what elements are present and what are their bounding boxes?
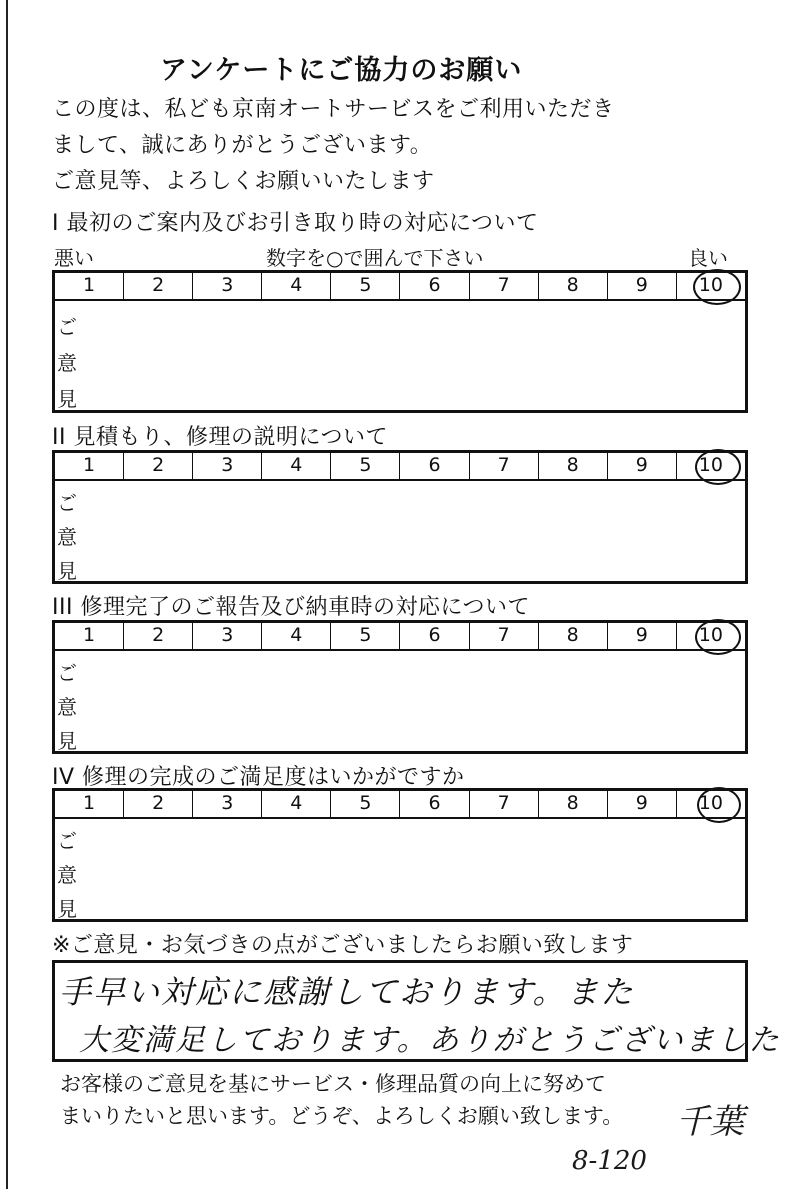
opinion-char-2: 意 bbox=[57, 525, 77, 549]
rating-row bbox=[55, 791, 745, 819]
rating-4[interactable]: 4 bbox=[262, 623, 331, 649]
rating-7[interactable]: 7 bbox=[470, 453, 539, 479]
rating-6[interactable]: 6 bbox=[400, 623, 469, 649]
page-left-border bbox=[6, 0, 8, 1189]
scale-instruction: 数字を○で囲んで下さい bbox=[266, 246, 484, 270]
rating-1[interactable]: 1 bbox=[55, 273, 124, 299]
rating-5[interactable]: 5 bbox=[331, 791, 400, 817]
rating-10[interactable]: 10 bbox=[698, 454, 723, 476]
rating-2[interactable]: 2 bbox=[124, 623, 193, 649]
rating-row bbox=[55, 273, 745, 301]
selected-rating-circle bbox=[693, 269, 741, 305]
opinion-char-3: 見 bbox=[57, 559, 77, 583]
rating-3[interactable]: 3 bbox=[193, 273, 262, 299]
opinion-char-1: ご bbox=[57, 491, 77, 515]
section-3-title: III 修理完了のご報告及び納車時の対応について bbox=[52, 595, 531, 620]
section-1-block bbox=[52, 270, 748, 413]
rating-1[interactable]: 1 bbox=[55, 453, 124, 479]
section-3-block bbox=[52, 620, 748, 754]
rating-7[interactable]: 7 bbox=[470, 273, 539, 299]
opinion-char-1: ご bbox=[57, 661, 77, 685]
rating-9[interactable]: 9 bbox=[608, 623, 677, 649]
selected-rating-circle bbox=[695, 449, 741, 485]
rating-4[interactable]: 4 bbox=[262, 453, 331, 479]
opinion-char-2: 意 bbox=[57, 695, 77, 719]
rating-8[interactable]: 8 bbox=[539, 273, 608, 299]
rating-8[interactable]: 8 bbox=[539, 453, 608, 479]
closing-line-2: まいりたいと思います。どうぞ、よろしくお願い致します。 bbox=[60, 1104, 624, 1128]
signature: 千葉 bbox=[676, 1102, 744, 1142]
opinion-char-1: ご bbox=[57, 315, 77, 339]
section-4-block bbox=[52, 788, 748, 922]
rating-6[interactable]: 6 bbox=[400, 273, 469, 299]
rating-5[interactable]: 5 bbox=[331, 453, 400, 479]
intro-line-2: まして、誠にありがとうございます。 bbox=[52, 133, 433, 158]
note-header: ※ご意見・お気づきの点がございましたらお願い致します bbox=[52, 933, 634, 958]
rating-9[interactable]: 9 bbox=[608, 273, 677, 299]
rating-row bbox=[55, 623, 745, 651]
opinion-char-3: 見 bbox=[57, 897, 77, 921]
rating-7[interactable]: 7 bbox=[470, 791, 539, 817]
selected-rating-circle bbox=[695, 619, 741, 655]
rating-9[interactable]: 9 bbox=[608, 791, 677, 817]
section-1-title: I 最初のご案内及びお引き取り時の対応について bbox=[52, 211, 539, 236]
closing-line-1: お客様のご意見を基にサービス・修理品質の向上に努めて bbox=[60, 1072, 606, 1096]
rating-7[interactable]: 7 bbox=[470, 623, 539, 649]
rating-10[interactable]: 10 bbox=[698, 274, 723, 296]
rating-3[interactable]: 3 bbox=[193, 623, 262, 649]
scale-bad-label: 悪い bbox=[54, 246, 94, 270]
page-title: アンケートにご協力のお願い bbox=[160, 55, 523, 86]
section-2-block bbox=[52, 450, 748, 584]
scale-good-label: 良い bbox=[688, 246, 728, 270]
rating-6[interactable]: 6 bbox=[400, 791, 469, 817]
rating-2[interactable]: 2 bbox=[124, 791, 193, 817]
section-4-title: IV 修理の完成のご満足度はいかがですか bbox=[52, 765, 465, 790]
intro-line-3: ご意見等、よろしくお願いいたします bbox=[52, 169, 435, 194]
rating-3[interactable]: 3 bbox=[193, 791, 262, 817]
selected-rating-circle bbox=[697, 787, 741, 823]
opinion-char-1: ご bbox=[57, 829, 77, 853]
rating-4[interactable]: 4 bbox=[262, 273, 331, 299]
rating-1[interactable]: 1 bbox=[55, 623, 124, 649]
rating-6[interactable]: 6 bbox=[400, 453, 469, 479]
rating-10[interactable]: 10 bbox=[698, 624, 723, 646]
opinion-char-3: 見 bbox=[57, 387, 77, 411]
rating-1[interactable]: 1 bbox=[55, 791, 124, 817]
opinion-char-3: 見 bbox=[57, 729, 77, 753]
section-2-title: II 見積もり、修理の説明について bbox=[52, 425, 389, 450]
rating-2[interactable]: 2 bbox=[124, 453, 193, 479]
rating-10[interactable]: 10 bbox=[698, 792, 723, 814]
note-line-1: 手早い対応に感謝しております。また bbox=[59, 973, 635, 1011]
note-box bbox=[52, 960, 781, 1062]
intro-line-1: この度は、私ども京南オートサービスをご利用いただき bbox=[52, 97, 615, 122]
note-line-2: 大変満足しております。ありがとうございました bbox=[79, 1023, 781, 1058]
rating-9[interactable]: 9 bbox=[608, 453, 677, 479]
rating-5[interactable]: 5 bbox=[331, 623, 400, 649]
rating-3[interactable]: 3 bbox=[193, 453, 262, 479]
opinion-char-2: 意 bbox=[57, 351, 77, 375]
rating-8[interactable]: 8 bbox=[539, 791, 608, 817]
rating-row bbox=[55, 453, 745, 481]
rating-8[interactable]: 8 bbox=[539, 623, 608, 649]
opinion-char-2: 意 bbox=[57, 863, 77, 887]
reference-number: 8-120 bbox=[572, 1146, 647, 1176]
rating-4[interactable]: 4 bbox=[262, 791, 331, 817]
rating-5[interactable]: 5 bbox=[331, 273, 400, 299]
rating-2[interactable]: 2 bbox=[124, 273, 193, 299]
